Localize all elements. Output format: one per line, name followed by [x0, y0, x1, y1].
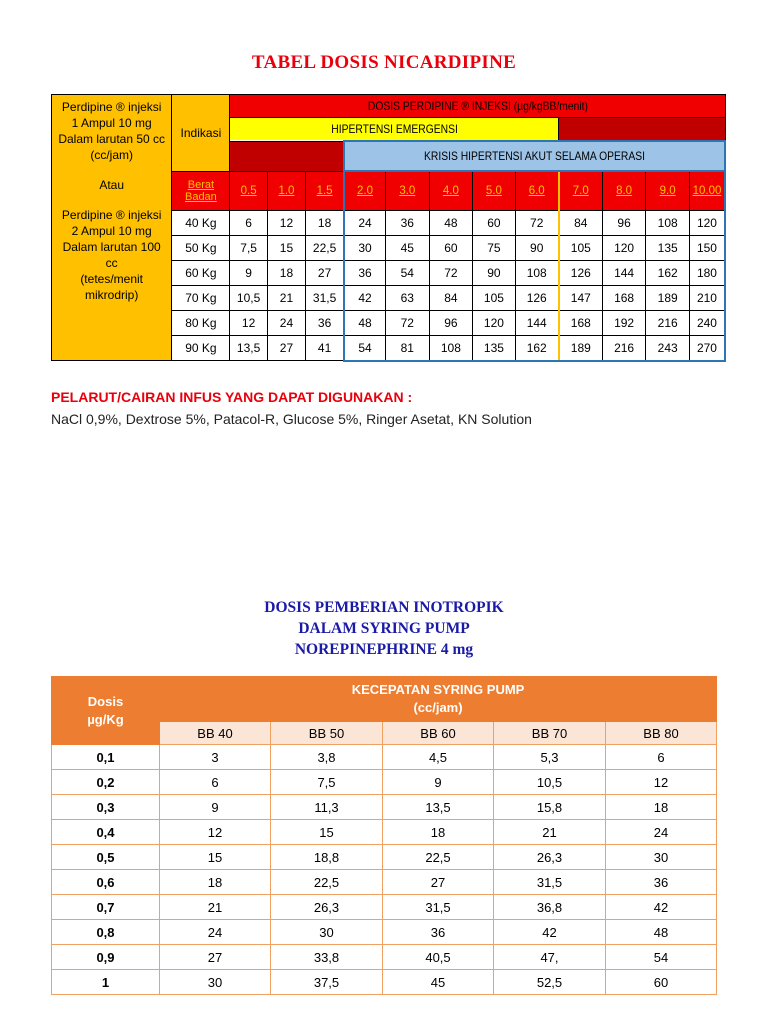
rate-value-cell: 15,8 — [494, 795, 606, 820]
empty-darkred-cell — [559, 118, 725, 142]
dose-value-cell: 192 — [602, 310, 646, 335]
rate-value-cell: 36 — [606, 870, 717, 895]
rate-value-cell: 60 — [606, 970, 717, 995]
dose-header-cell: 8.0 — [602, 171, 646, 210]
dose-value-cell: 90 — [515, 235, 559, 260]
title-line: DALAM SYRING PUMP — [298, 620, 470, 637]
kecepatan-label: KECEPATAN SYRING PUMP — [351, 682, 525, 697]
rate-value-cell: 10,5 — [494, 770, 606, 795]
table-row — [52, 920, 717, 945]
dose-value-cell: 60 — [473, 210, 516, 235]
dose-header-cell: 5.0 — [473, 171, 516, 210]
rate-value-cell: 27 — [383, 870, 494, 895]
dose-value-cell: 12 — [267, 210, 305, 235]
table-row — [52, 795, 717, 820]
rate-value-cell: 47, — [494, 945, 606, 970]
dose-value-cell: 15 — [267, 235, 305, 260]
dose-value-cell: 216 — [602, 335, 646, 361]
dose-value-cell: 22,5 — [306, 235, 344, 260]
info-line: (cc/jam) — [90, 148, 133, 162]
rate-value-cell: 18 — [160, 870, 271, 895]
dose-value-cell: 60 — [429, 235, 473, 260]
dose-value-cell: 162 — [646, 260, 690, 285]
table-row — [52, 820, 717, 845]
dose-value-cell: 240 — [689, 310, 725, 335]
dose-value-cell: 72 — [386, 310, 430, 335]
dose-value-cell: 63 — [386, 285, 430, 310]
dose-header-cell: 1.0 — [267, 171, 305, 210]
dose-value-cell: 96 — [429, 310, 473, 335]
dose-header-cell: 4.0 — [429, 171, 473, 210]
dose-value-cell: 96 — [602, 210, 646, 235]
rate-value-cell: 54 — [606, 945, 717, 970]
dose-cell: 0,8 — [52, 920, 160, 945]
info-atau: Atau — [99, 178, 125, 192]
dose-cell: 0,1 — [52, 745, 160, 770]
dose-value-cell: 72 — [429, 260, 473, 285]
dose-cell: 1 — [52, 970, 160, 995]
rate-value-cell: 5,3 — [494, 745, 606, 770]
rate-value-cell: 4,5 — [383, 745, 494, 770]
kecepatan-header — [160, 677, 717, 722]
rate-value-cell: 18,8 — [271, 845, 383, 870]
rate-value-cell: 3,8 — [271, 745, 383, 770]
dose-value-cell: 31,5 — [306, 285, 344, 310]
dose-value-cell: 108 — [646, 210, 690, 235]
rate-value-cell: 26,3 — [271, 895, 383, 920]
weight-cell: 90 Kg — [172, 335, 230, 361]
title-line: NOREPINEPHRINE 4 mg — [294, 641, 474, 658]
dose-value-cell: 216 — [646, 310, 690, 335]
dose-value-cell: 147 — [559, 285, 603, 310]
dose-header-cell: 0.5 — [230, 171, 267, 210]
title-line: DOSIS PEMBERIAN INOTROPIK — [264, 599, 504, 616]
table-row — [52, 895, 717, 920]
dose-header-cell: 3.0 — [386, 171, 430, 210]
dose-cell: 0,4 — [52, 820, 160, 845]
dose-value-cell: 36 — [386, 210, 430, 235]
dose-value-cell: 13,5 — [230, 335, 267, 361]
dose-value-cell: 189 — [646, 285, 690, 310]
info-line: 2 Ampul 10 mg — [71, 224, 152, 238]
dose-value-cell: 27 — [306, 260, 344, 285]
dose-value-cell: 48 — [429, 210, 473, 235]
rate-value-cell: 6 — [606, 745, 717, 770]
dose-value-cell: 84 — [429, 285, 473, 310]
dose-value-cell: 30 — [344, 235, 386, 260]
dose-value-cell: 9 — [230, 260, 267, 285]
table-row — [52, 745, 717, 770]
weight-column-header: BB 60 — [383, 722, 494, 745]
rate-value-cell: 15 — [160, 845, 271, 870]
dose-value-cell: 12 — [230, 310, 267, 335]
dose-value-cell: 210 — [689, 285, 725, 310]
rate-value-cell: 15 — [271, 820, 383, 845]
rate-value-cell: 22,5 — [383, 845, 494, 870]
dose-value-cell: 120 — [689, 210, 725, 235]
rate-value-cell: 30 — [606, 845, 717, 870]
weight-column-header: BB 40 — [160, 722, 271, 745]
dose-value-cell: 84 — [559, 210, 603, 235]
dose-cell: 0,7 — [52, 895, 160, 920]
rate-value-cell: 30 — [160, 970, 271, 995]
info-line: cc — [105, 256, 118, 270]
table-row — [52, 770, 717, 795]
rate-value-cell: 22,5 — [271, 870, 383, 895]
dose-value-cell: 72 — [515, 210, 559, 235]
dose-header-cell: 10.00 — [689, 171, 725, 210]
kecepatan-unit: (cc/jam) — [413, 700, 463, 715]
dose-value-cell: 243 — [646, 335, 690, 361]
dose-value-cell: 144 — [602, 260, 646, 285]
dose-cell: 0,5 — [52, 845, 160, 870]
info-line: Dalam larutan 50 cc — [58, 132, 166, 146]
table-row — [52, 945, 717, 970]
dose-value-cell: 108 — [429, 335, 473, 361]
nicardipine-dose-table — [51, 94, 726, 362]
dose-value-cell: 27 — [267, 335, 305, 361]
dose-value-cell: 6 — [230, 210, 267, 235]
rate-value-cell: 21 — [160, 895, 271, 920]
rate-value-cell: 36 — [383, 920, 494, 945]
dose-value-cell: 36 — [344, 260, 386, 285]
rate-value-cell: 3 — [160, 745, 271, 770]
dose-value-cell: 126 — [515, 285, 559, 310]
dose-value-cell: 10,5 — [230, 285, 267, 310]
norepinephrine-table — [51, 676, 717, 995]
rate-value-cell: 31,5 — [494, 870, 606, 895]
dose-cell: 0,2 — [52, 770, 160, 795]
dose-header-cell: 9.0 — [646, 171, 690, 210]
rate-value-cell: 11,3 — [271, 795, 383, 820]
rate-value-cell: 48 — [606, 920, 717, 945]
rate-value-cell: 6 — [160, 770, 271, 795]
dose-value-cell: 90 — [473, 260, 516, 285]
weight-column-header: BB 80 — [606, 722, 717, 745]
dose-value-cell: 168 — [559, 310, 603, 335]
rate-value-cell: 45 — [383, 970, 494, 995]
info-line: 1 Ampul 10 mg — [71, 116, 152, 130]
rate-value-cell: 18 — [606, 795, 717, 820]
indikasi-header: Indikasi — [172, 95, 230, 172]
dose-cell: 0,3 — [52, 795, 160, 820]
rate-value-cell: 24 — [606, 820, 717, 845]
rate-value-cell: 12 — [160, 820, 271, 845]
dose-value-cell: 36 — [306, 310, 344, 335]
dose-header-cell: 6.0 — [515, 171, 559, 210]
pelarut-text: NaCl 0,9%, Dextrose 5%, Patacol-R, Glucose 5%, Ringer Asetat, KN Solution — [51, 411, 532, 427]
dose-value-cell: 189 — [559, 335, 603, 361]
dose-value-cell: 105 — [473, 285, 516, 310]
dose-value-cell: 180 — [689, 260, 725, 285]
rate-value-cell: 21 — [494, 820, 606, 845]
dose-value-cell: 120 — [473, 310, 516, 335]
dose-value-cell: 54 — [386, 260, 430, 285]
rate-value-cell: 24 — [160, 920, 271, 945]
hipertensi-emergensi-header: HIPERTENSI EMERGENSI — [230, 118, 559, 142]
dose-value-cell: 126 — [559, 260, 603, 285]
dose-value-cell: 7,5 — [230, 235, 267, 260]
rate-value-cell: 42 — [494, 920, 606, 945]
rate-value-cell: 33,8 — [271, 945, 383, 970]
table-row — [52, 870, 717, 895]
dose-value-cell: 75 — [473, 235, 516, 260]
weight-column-header: BB 50 — [271, 722, 383, 745]
rate-value-cell: 31,5 — [383, 895, 494, 920]
dose-value-cell: 42 — [344, 285, 386, 310]
dosis-header: DOSIS PERDIPINE ® INJEKSI (µg/kgBB/menit) — [230, 95, 725, 118]
pelarut-title: PELARUT/CAIRAN INFUS YANG DAPAT DIGUNAKAN : — [51, 389, 413, 405]
weight-cell: 60 Kg — [172, 260, 230, 285]
dosis-header — [52, 677, 160, 745]
dose-value-cell: 24 — [267, 310, 305, 335]
rate-value-cell: 26,3 — [494, 845, 606, 870]
nicardipine-table-title: TABEL DOSIS NICARDIPINE — [251, 52, 517, 73]
info-line: Perdipine ® injeksi — [61, 208, 162, 222]
dose-value-cell: 81 — [386, 335, 430, 361]
empty-darkred-cell — [230, 141, 344, 171]
dose-value-cell: 168 — [602, 285, 646, 310]
berat-badan-header: Berat Badan — [172, 171, 230, 210]
dose-value-cell: 120 — [602, 235, 646, 260]
dose-value-cell: 41 — [306, 335, 344, 361]
dose-value-cell: 150 — [689, 235, 725, 260]
dose-value-cell: 108 — [515, 260, 559, 285]
rate-value-cell: 37,5 — [271, 970, 383, 995]
dosis-unit: µg/Kg — [87, 711, 124, 727]
rate-value-cell: 9 — [383, 770, 494, 795]
dose-value-cell: 54 — [344, 335, 386, 361]
weight-cell: 50 Kg — [172, 235, 230, 260]
rate-value-cell: 52,5 — [494, 970, 606, 995]
rate-value-cell: 27 — [160, 945, 271, 970]
dose-value-cell: 135 — [473, 335, 516, 361]
preparation-info — [52, 95, 172, 361]
dose-header-cell: 1.5 — [306, 171, 344, 210]
rate-value-cell: 12 — [606, 770, 717, 795]
weight-cell: 70 Kg — [172, 285, 230, 310]
dose-value-cell: 45 — [386, 235, 430, 260]
info-line: (tetes/menit — [80, 272, 144, 286]
dose-value-cell: 105 — [559, 235, 603, 260]
rate-value-cell: 30 — [271, 920, 383, 945]
dose-value-cell: 21 — [267, 285, 305, 310]
rate-value-cell: 7,5 — [271, 770, 383, 795]
table-row — [52, 970, 717, 995]
dose-cell: 0,9 — [52, 945, 160, 970]
dose-value-cell: 18 — [267, 260, 305, 285]
rate-value-cell: 13,5 — [383, 795, 494, 820]
dose-value-cell: 162 — [515, 335, 559, 361]
rate-value-cell: 9 — [160, 795, 271, 820]
dose-value-cell: 48 — [344, 310, 386, 335]
weight-cell: 80 Kg — [172, 310, 230, 335]
dose-value-cell: 135 — [646, 235, 690, 260]
dose-header-cell: 2.0 — [344, 171, 386, 210]
rate-value-cell: 40,5 — [383, 945, 494, 970]
rate-value-cell: 42 — [606, 895, 717, 920]
dosis-label: Dosis — [87, 693, 124, 709]
dose-value-cell: 24 — [344, 210, 386, 235]
weight-cell: 40 Kg — [172, 210, 230, 235]
weight-column-header: BB 70 — [494, 722, 606, 745]
dose-value-cell: 18 — [306, 210, 344, 235]
dose-cell: 0,6 — [52, 870, 160, 895]
rate-value-cell: 18 — [383, 820, 494, 845]
dose-value-cell: 144 — [515, 310, 559, 335]
info-line: mikrodrip) — [85, 288, 139, 302]
info-line: Perdipine ® injeksi — [61, 100, 162, 114]
dose-value-cell: 270 — [689, 335, 725, 361]
dose-header-cell: 7.0 — [559, 171, 603, 210]
rate-value-cell: 36,8 — [494, 895, 606, 920]
krisis-hipertensi-header: KRISIS HIPERTENSI AKUT SELAMA OPERASI — [344, 141, 725, 171]
table-row — [52, 845, 717, 870]
inotropik-title — [0, 597, 768, 660]
info-line: Dalam larutan 100 — [62, 240, 161, 254]
